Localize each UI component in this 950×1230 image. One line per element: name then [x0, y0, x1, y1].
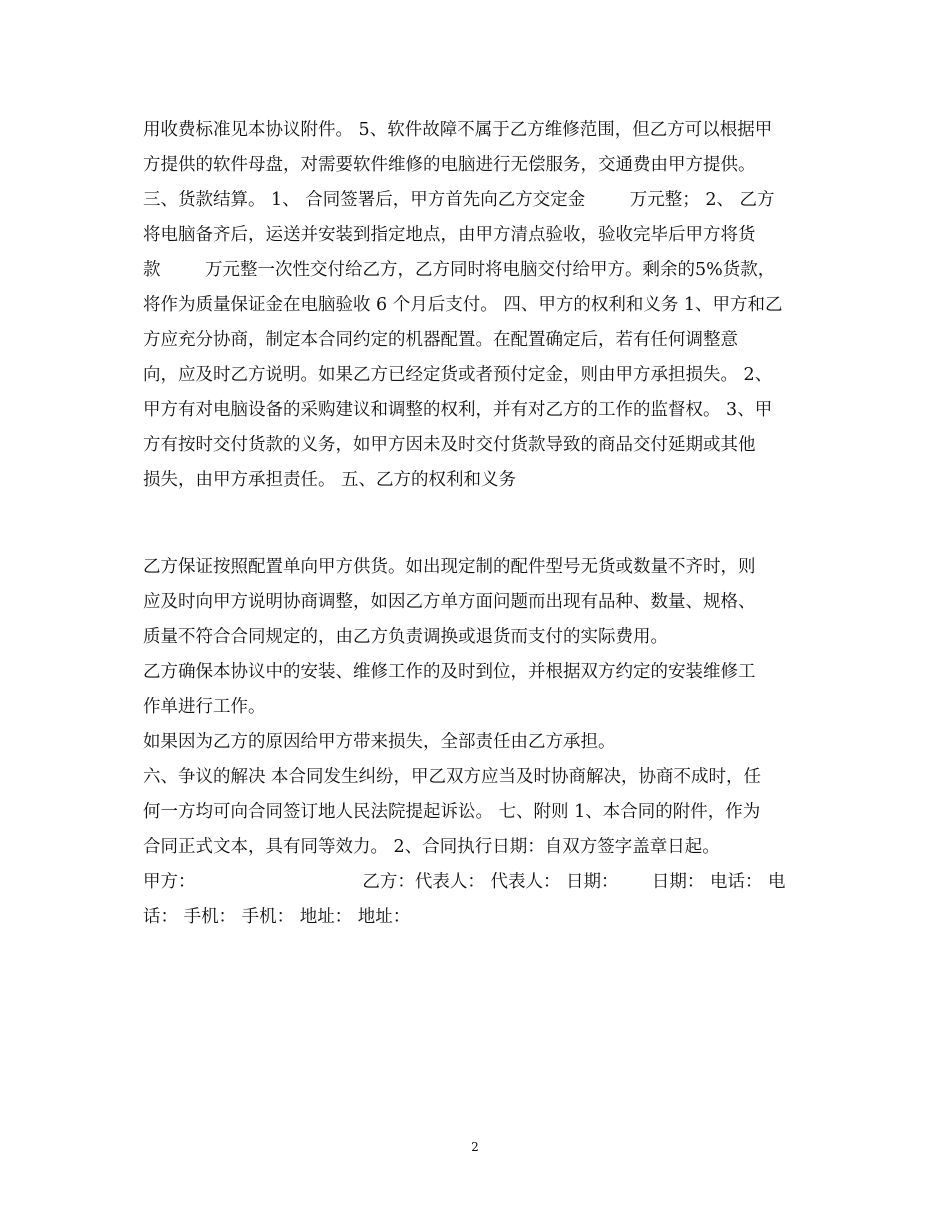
text-line: 方有按时交付货款的义务，如甲方因未及时交付货款导致的商品交付延期或其他	[143, 435, 756, 455]
text-line: 将电脑备齐后，运送并安装到指定地点，由甲方清点验收，验收完毕后甲方将货	[143, 225, 756, 245]
signature-line: 话： 手机： 手机： 地址： 地址：	[143, 907, 411, 927]
text-line: 乙方保证按照配置单向甲方供货。如出现定制的配件型号无货或数量不齐时，则	[143, 557, 756, 577]
text-line: 作单进行工作。	[143, 697, 266, 717]
text-line: 如果因为乙方的原因给甲方带来损失，全部责任由乙方承担。	[143, 732, 616, 752]
contract-text-block-1	[143, 113, 823, 498]
text-line: 款 万元整一次性交付给乙方，乙方同时将电脑交付给甲方。剩余的5%货款，	[143, 260, 776, 280]
text-line: 损失，由甲方承担责任。 五、乙方的权利和义务	[143, 470, 517, 490]
text-line: 用收费标准见本协议附件。 5、软件故障不属于乙方维修范围，但乙方可以根据甲	[143, 120, 773, 140]
text-line: 三、货款结算。 1、 合同签署后，甲方首先向乙方交定金 万元整； 2、 乙方	[143, 190, 775, 210]
text-line: 方应充分协商，制定本合同约定的机器配置。在配置确定后，若有任何调整意	[143, 330, 738, 350]
text-line: 甲方有对电脑设备的采购建议和调整的权利，并有对乙方的工作的监督权。 3、甲	[143, 400, 773, 420]
contract-text-block-2	[143, 550, 823, 935]
text-line: 何一方均可向合同签订地人民法院提起诉讼。 七、附则 1、本合同的附件，作为	[143, 802, 761, 822]
text-line: 方提供的软件母盘，对需要软件维修的电脑进行无偿服务，交通费由甲方提供。	[143, 155, 756, 175]
text-line: 六、争议的解决 本合同发生纠纷，甲乙双方应当及时协商解决，协商不成时，任	[143, 767, 762, 787]
text-line: 合同正式文本，具有同等效力。 2、合同执行日期：自双方签字盖章日起。	[143, 837, 720, 857]
text-line: 乙方确保本协议中的安装、维修工作的及时到位，并根据双方约定的安装维修工	[143, 662, 756, 682]
text-line: 质量不符合合同规定的，由乙方负责调换或退货而支付的实际费用。	[143, 627, 668, 647]
signature-line: 甲方： 乙方：代表人： 代表人： 日期： 日期： 电话： 电	[143, 872, 786, 892]
text-line: 将作为质量保证金在电脑验收 6 个月后支付。 四、甲方的权利和义务 1、甲方和乙	[143, 295, 783, 315]
page-number: 2	[471, 1140, 479, 1154]
text-line: 应及时向甲方说明协商调整，如因乙方单方面问题而出现有品种、数量、规格、	[143, 592, 756, 612]
text-line: 向，应及时乙方说明。如果乙方已经定货或者预付定金，则由甲方承担损失。 2、	[143, 365, 773, 385]
